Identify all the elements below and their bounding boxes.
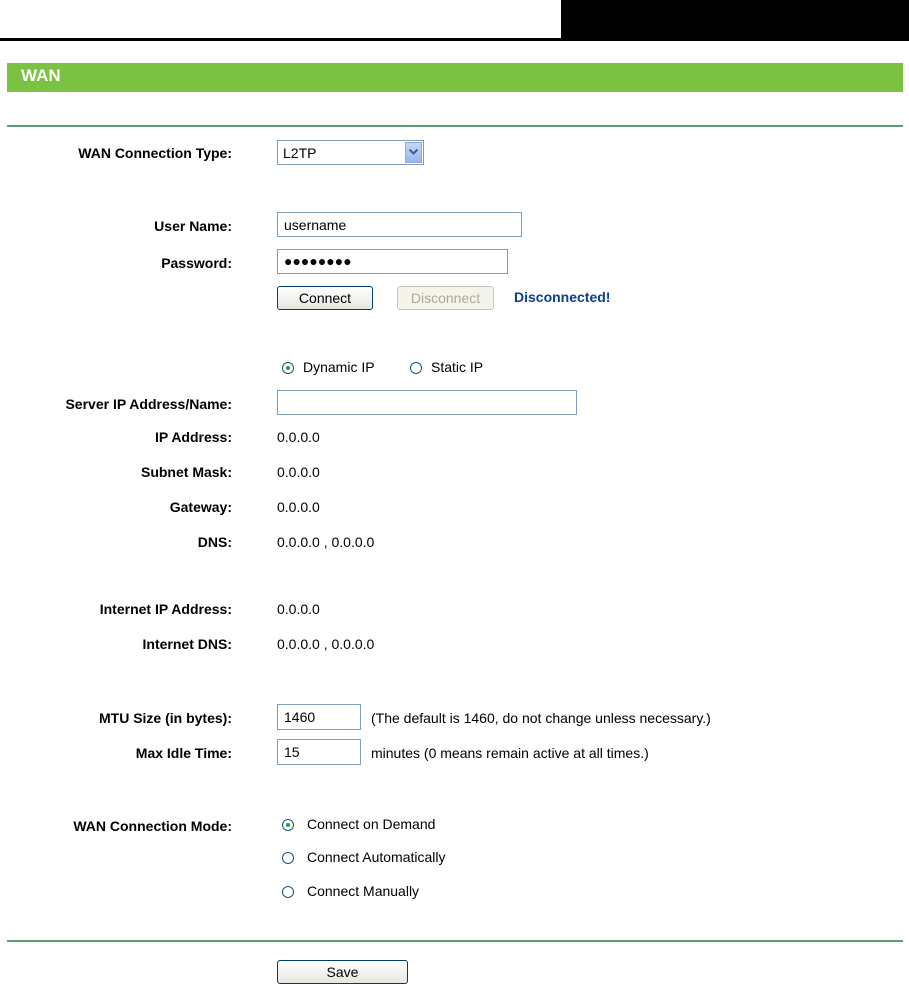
connect-automatically-radio[interactable]	[282, 852, 294, 864]
internet-ip-value: 0.0.0.0	[277, 601, 320, 617]
internet-dns-value: 0.0.0.0 , 0.0.0.0	[277, 636, 375, 652]
dns-value: 0.0.0.0 , 0.0.0.0	[277, 534, 375, 550]
password-input[interactable]	[277, 249, 508, 274]
connect-manually-label: Connect Manually	[307, 883, 420, 899]
dynamic-ip-radio[interactable]	[282, 362, 294, 374]
mtu-note: (The default is 1460, do not change unless necessary.)	[371, 710, 711, 726]
top-bar	[0, 0, 909, 42]
mtu-label: MTU Size (in bytes):	[98, 710, 232, 726]
password-label: Password:	[161, 255, 232, 271]
top-black-block	[561, 0, 909, 40]
connection-type-value: L2TP	[283, 145, 317, 161]
idle-input[interactable]	[277, 739, 361, 765]
connect-manually-radio[interactable]	[282, 886, 294, 898]
divider-top	[7, 125, 903, 127]
connection-type-label: WAN Connection Type:	[78, 145, 232, 161]
save-button[interactable]: Save	[277, 960, 408, 984]
section-header	[7, 63, 903, 92]
connection-status: Disconnected!	[514, 289, 611, 305]
connect-on-demand-radio[interactable]	[282, 819, 294, 831]
gateway-label: Gateway:	[169, 499, 232, 515]
connect-automatically-label: Connect Automatically	[307, 849, 446, 865]
chevron-down-icon[interactable]	[405, 142, 422, 163]
top-rule	[0, 38, 909, 41]
subnet-mask-label: Subnet Mask:	[140, 464, 232, 480]
server-label: Server IP Address/Name:	[65, 396, 232, 412]
internet-ip-label: Internet IP Address:	[99, 601, 232, 617]
connect-button[interactable]: Connect	[277, 286, 373, 310]
subnet-mask-value: 0.0.0.0	[277, 464, 320, 480]
dns-label: DNS:	[197, 534, 232, 550]
idle-note: minutes (0 means remain active at all times.)	[371, 745, 649, 761]
static-ip-radio[interactable]	[410, 362, 422, 374]
page-title: WAN	[21, 66, 61, 85]
dynamic-ip-label: Dynamic IP	[303, 359, 375, 375]
idle-label: Max Idle Time:	[135, 745, 232, 761]
connect-on-demand-label: Connect on Demand	[307, 816, 436, 832]
ip-address-label: IP Address:	[154, 429, 232, 445]
internet-dns-label: Internet DNS:	[142, 636, 232, 652]
password-value: ●●●●●●●●	[284, 253, 352, 269]
static-ip-label: Static IP	[431, 359, 484, 375]
user-name-input[interactable]	[277, 212, 522, 237]
server-input[interactable]	[277, 390, 577, 415]
gateway-value: 0.0.0.0	[277, 499, 320, 515]
mtu-input[interactable]	[277, 704, 361, 730]
user-name-label: User Name:	[154, 218, 232, 234]
connection-type-select[interactable]	[277, 140, 424, 165]
divider-bottom	[7, 940, 903, 942]
disconnect-button[interactable]: Disconnect	[397, 286, 494, 310]
ip-address-value: 0.0.0.0	[277, 429, 320, 445]
connection-mode-label: WAN Connection Mode:	[73, 818, 232, 834]
